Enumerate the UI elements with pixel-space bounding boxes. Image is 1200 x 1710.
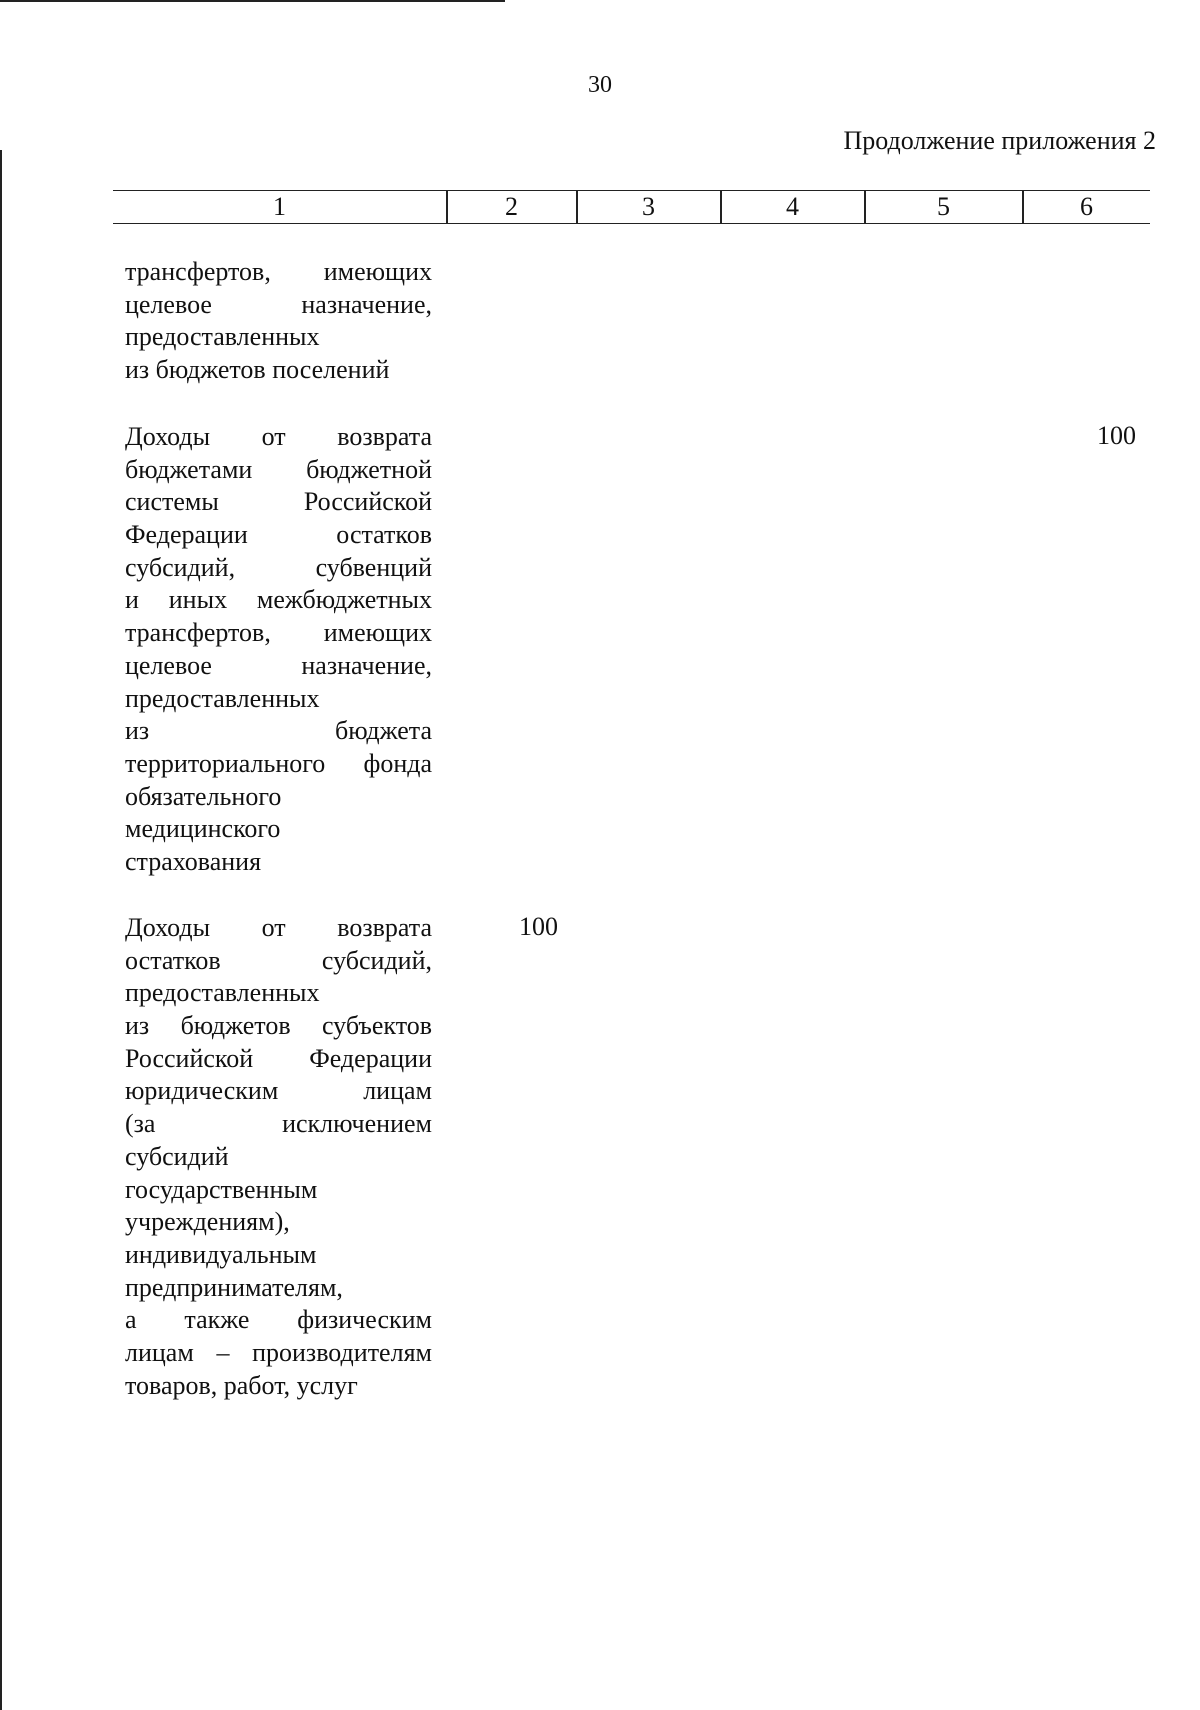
- text-line: субсидий: [125, 1141, 229, 1171]
- text-line: предоставленных: [125, 683, 320, 713]
- table-row-3-label: [125, 912, 432, 1402]
- text-line: лицам – производителям: [125, 1337, 432, 1367]
- text-line: Доходы от возврата: [125, 422, 432, 451]
- table-row-2-col6-value: 100: [1097, 421, 1136, 450]
- table-header-row: [113, 190, 1150, 224]
- text-line: из бюджета: [125, 716, 432, 746]
- appendix-continuation-heading: Продолжение приложения 2: [843, 126, 1156, 155]
- scan-edge-top: [0, 0, 505, 2]
- text-line: бюджетами бюджетной: [125, 454, 432, 484]
- text-line: целевое назначение,: [125, 289, 432, 319]
- text-line: из бюджетов субъектов: [125, 1011, 432, 1041]
- page-number: 30: [588, 72, 612, 98]
- text-line: учреждениям),: [125, 1207, 290, 1237]
- text-line: государственным: [125, 1174, 318, 1204]
- text-line: трансфертов, имеющих: [125, 257, 432, 286]
- table-row-2-label: [125, 421, 432, 879]
- text-line: целевое назначение,: [125, 650, 432, 680]
- text-line: Доходы от возврата: [125, 913, 432, 942]
- text-line: остатков субсидий,: [125, 945, 432, 975]
- text-line: системы Российской: [125, 487, 432, 517]
- column-header-4: 4: [786, 192, 799, 221]
- column-header-1: 1: [273, 192, 286, 221]
- scan-edge-left: [0, 150, 2, 1710]
- text-line: Российской Федерации: [125, 1043, 432, 1073]
- text-line: обязательного: [125, 781, 282, 811]
- text-line: субсидий, субвенций: [125, 552, 432, 582]
- column-header-2: 2: [505, 192, 518, 221]
- text-line: и иных межбюджетных: [125, 585, 432, 615]
- text-line: товаров, работ, услуг: [125, 1370, 358, 1400]
- table-row-3-col2-value: 100: [519, 912, 558, 941]
- table-row-1-label: [125, 256, 432, 387]
- text-line: а также физическим: [125, 1305, 432, 1335]
- text-line: страхования: [125, 846, 262, 876]
- text-line: (за исключением: [125, 1109, 432, 1139]
- text-line: предоставленных: [125, 978, 320, 1008]
- text-line: предоставленных: [125, 322, 320, 352]
- text-line: юридическим лицам: [125, 1076, 432, 1106]
- text-line: предпринимателям,: [125, 1272, 343, 1302]
- column-header-6: 6: [1080, 192, 1093, 221]
- text-line: территориального фонда: [125, 748, 432, 778]
- column-header-3: 3: [642, 192, 655, 221]
- text-line: медицинского: [125, 814, 281, 844]
- text-line: индивидуальным: [125, 1239, 317, 1269]
- text-line: Федерации остатков: [125, 520, 432, 550]
- text-line: из бюджетов поселений: [125, 355, 390, 385]
- text-line: трансфертов, имеющих: [125, 618, 432, 648]
- column-header-5: 5: [937, 192, 950, 221]
